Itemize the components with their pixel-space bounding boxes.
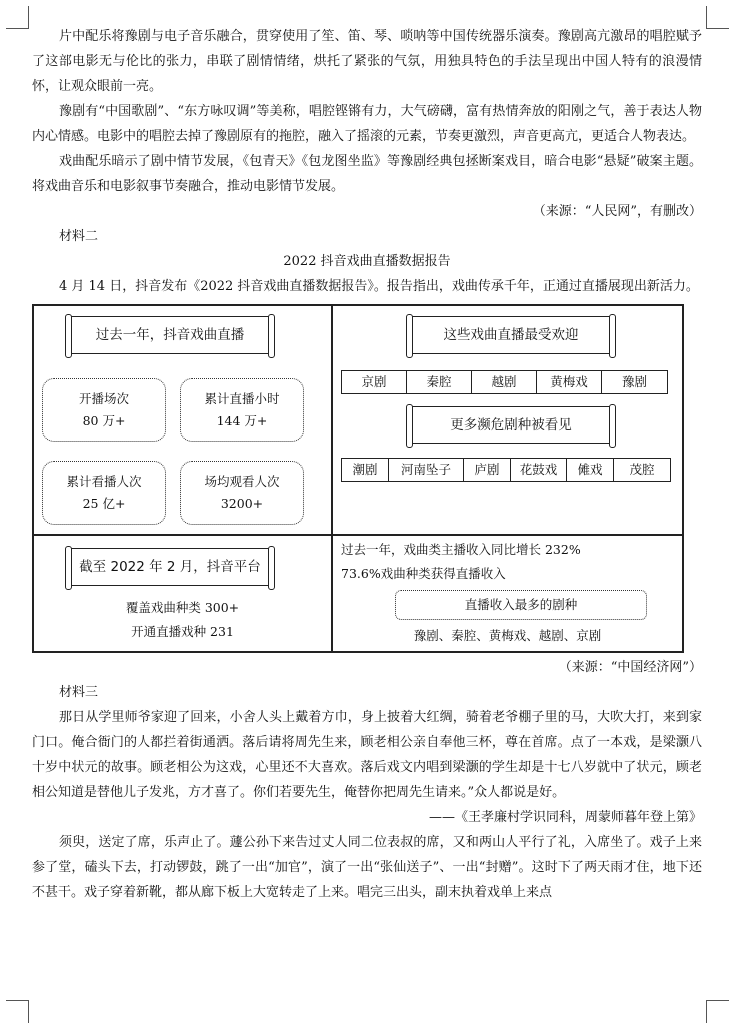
- panel-popular-genres: [332, 305, 683, 535]
- panel2-banner-popular: 这些戏曲直播最受欢迎: [411, 316, 611, 354]
- source-2: （来源：“中国经济网”）: [558, 660, 702, 675]
- popular-genre-row: [341, 370, 668, 394]
- genre-tag: 秦腔: [407, 371, 472, 393]
- panel-income: [332, 535, 683, 652]
- genre-tag: 茂腔: [629, 462, 655, 477]
- stat-card: [42, 378, 166, 442]
- genre-tag: 潮剧: [342, 459, 389, 481]
- source-1: （来源：“人民网”，有删改）: [532, 204, 702, 219]
- intro-paragraph-3: 戏曲配乐暗示了剧中情节发展，《包青天》《包龙图坐监》等豫剧经典包拯断案戏目，暗合电影“悬疑”破案主题。将戏曲音乐和电影叙事节奏融合，推动电影情节发展。: [32, 154, 702, 194]
- panel1-banner: 过去一年，抖音戏曲直播: [70, 316, 270, 354]
- crop-mark-top-left: [6, 6, 29, 29]
- coverage-types: 覆盖戏曲种类 300+: [125, 600, 240, 615]
- genre-tag: 傩戏: [567, 459, 614, 481]
- stat-card: [42, 461, 166, 525]
- material-3-label: 材料三: [59, 685, 99, 700]
- income-lines: [341, 538, 581, 586]
- genre-tag: 庐剧: [464, 459, 511, 481]
- intro-paragraph-2: 豫剧有“中国歌剧”、“东方咏叹调”等美称，唱腔铿锵有力，大气磅礴，富有热情奔放的阳刚之气，善于表达人物内心情感。电影中的唱腔去掉了豫剧原有的拖腔，融入了摇滚的元素，节奏更激烈，声音更高亢，更适合人物表达。: [32, 104, 702, 144]
- stat-card: [180, 378, 304, 442]
- crop-mark-bottom-right: [706, 1000, 729, 1023]
- report-intro: 4 月 14 日，抖音发布《2022 抖音戏曲直播数据报告》。报告指出，戏曲传承千年，正通过直播展现出新活力。: [59, 279, 699, 294]
- stat-value: 25 亿+: [82, 496, 126, 511]
- material-3-paragraph-2: 须臾，送定了席，乐声止了。蘧公孙下来告过丈人同二位表叔的席，又和两山人平行了礼，入席坐了。戏子上来参了堂，磕头下去，打动锣鼓，跳了一出“加官”，演了一出“张仙送子”、一出“封赠”。这时下了两天雨才住，地下还不甚干。戏子穿着新靴，都从廊下板上大宽转走了上来。唱完三出头，副末执着戏单上来点: [32, 835, 702, 900]
- stat-label: 累计直播小时: [204, 391, 280, 406]
- material-3-paragraph-1: 那日从学里师爷家迎了回来，小舍人头上戴着方巾，身上披着大红绸，骑着老爷棚子里的马，大吹大打，来到家门口。俺合衙门的人都拦着街通洒。落后请将周先生来，顾老相公亲自奉他三杯，尊在首席。点了一本戏，是梁灏八十岁中状元的故事。顾老相公为这戏，心里还不大喜欢。落后戏文内唱到梁灏的学生却是十七八岁就中了状元，顾老相公知道是替他儿子发兆，方才喜了。你们若要先生，俺替你把周先生请来。”众人都说是好。: [32, 710, 702, 800]
- stat-label: 场均观看人次: [204, 474, 280, 489]
- genre-tag: 河南坠子: [389, 459, 464, 481]
- stat-label: 开播场次: [78, 391, 129, 406]
- genre-tag: 黄梅戏: [537, 371, 602, 393]
- material-2-label: 材料二: [59, 229, 99, 244]
- panel2-banner-endangered: 更多濒危剧种被看见: [411, 406, 611, 444]
- panel-live-stats: [33, 305, 332, 535]
- top-income-box: 直播收入最多的剧种: [395, 590, 647, 620]
- genre-tag: 京剧: [342, 371, 407, 393]
- genre-tag: 花鼓戏: [511, 459, 567, 481]
- top-income-genres: 豫剧、秦腔、黄梅戏、越剧、京剧: [413, 628, 602, 643]
- crop-mark-top-right: [706, 6, 729, 29]
- endangered-genre-row: [341, 458, 671, 482]
- coverage-live-types: 开通直播戏种 231: [131, 624, 234, 639]
- material-3-source: ——《王孝廉村学识同科，周蒙师暮年登上第》: [428, 810, 702, 825]
- stat-label: 累计看播人次: [66, 474, 142, 489]
- report-infographic: [32, 304, 684, 653]
- coverage-lines: [34, 596, 331, 644]
- stat-value: 144 万+: [216, 413, 268, 428]
- panel-platform-coverage: [33, 535, 332, 652]
- report-title: 2022 抖音戏曲直播数据报告: [283, 254, 451, 269]
- stat-value: 3200+: [220, 496, 264, 511]
- stat-card: [180, 461, 304, 525]
- panel3-banner: 截至 2022 年 2 月，抖音平台: [70, 548, 270, 586]
- intro-paragraph-1: 片中配乐将豫剧与电子音乐融合，贯穿使用了笙、笛、琴、唢呐等中国传统器乐演奏。豫剧高亢激昂的唱腔赋予了这部电影无与伦比的张力，串联了剧情情绪，烘托了紧张的气氛，用独具特色的手法呈现出中国人特有的浪漫情怀，让观众眼前一亮。: [32, 29, 702, 94]
- document-body: [32, 24, 702, 905]
- genre-tag: 越剧: [472, 371, 537, 393]
- income-share: 73.6%戏曲种类获得直播收入: [341, 566, 506, 581]
- crop-mark-bottom-left: [6, 1000, 29, 1023]
- stat-value: 80 万+: [82, 413, 126, 428]
- income-growth: 过去一年，戏曲类主播收入同比增长 232%: [341, 542, 581, 557]
- genre-tag: 豫剧: [621, 374, 647, 389]
